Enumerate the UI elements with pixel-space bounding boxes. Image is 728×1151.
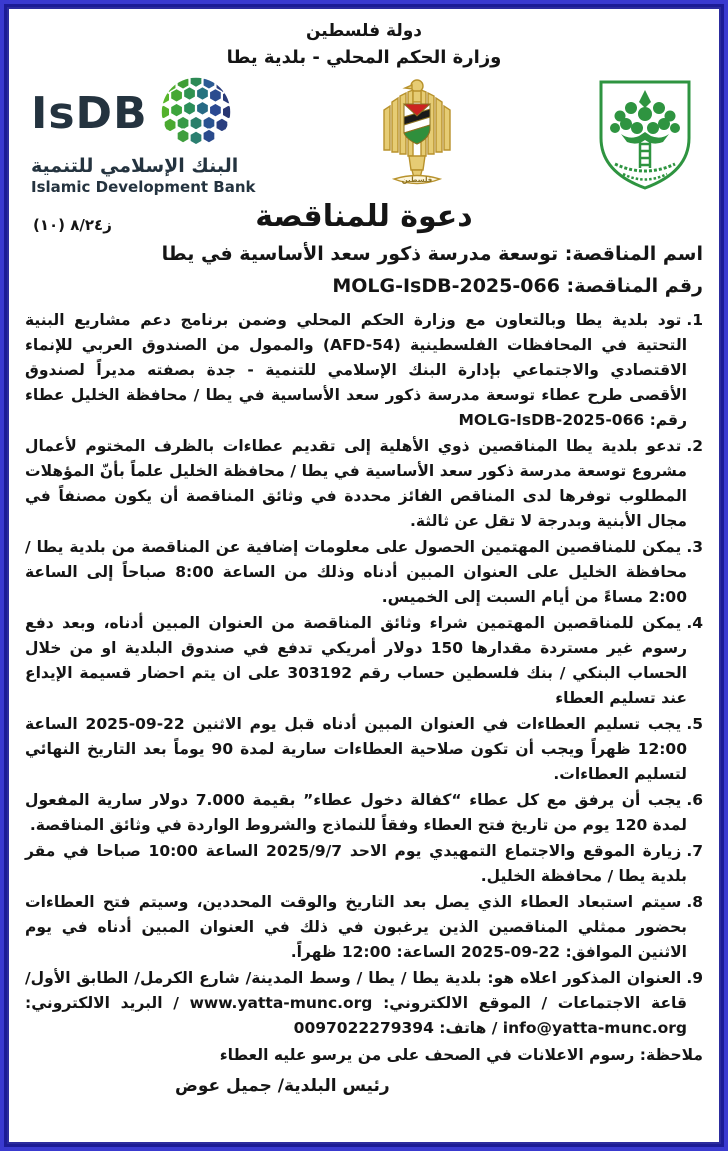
list-item: 7.زيارة الموقع والاجتماع التمهيدي يوم الاحد 2025/9/7 الساعة 10:00 صباحا في مقر بلدية يطا / محافظة الخليل. bbox=[25, 841, 703, 885]
palestine-eagle-emblem-icon bbox=[362, 76, 472, 194]
tender-name-line bbox=[25, 241, 703, 269]
notice-content bbox=[7, 7, 721, 1144]
isdb-acronym: IsDB bbox=[31, 87, 148, 139]
isdb-logo bbox=[31, 75, 256, 196]
list-item: 2.تدعو بلدية يطا المناقصين ذوي الأهلية إلى تقديم عطاءات بالظرف المختوم لأعمال مشروع توسعة مدرسة ذكور سعد الأساسية في يطا / محافظة الخليل علماً بأنّ المؤهلات المطلوب توفرها لدى المناقص الفائز محددة في وثائق المناقصة أن يكون مصنفاً في مجال الأبنية وبدرجة لا تقل عن ثالثة. bbox=[25, 436, 703, 530]
emblem-banner-text: فلسطين bbox=[401, 176, 432, 184]
tender-name-label: اسم المناقصة: bbox=[564, 242, 703, 265]
ministry-name: وزارة الحكم المحلي - بلدية يطا bbox=[226, 47, 502, 68]
list-item: 6.يجب أن يرفق مع كل عطاء “كفالة دخول عطاء” بقيمة 7.000 دولار سارية المفعول لمدة 120 يوم من تاريخ فتح العطاء وفقاً للنماذج والشروط الواردة في وثائق المناقصة. bbox=[25, 790, 704, 834]
tender-number-label: رقم المناقصة: bbox=[566, 275, 703, 298]
tender-number-value: MOLG-IsDB-2025-066 bbox=[332, 275, 560, 298]
notice-title: دعوة للمناقصة bbox=[255, 199, 473, 234]
fees-note: ملاحظة: رسوم الاعلانات في الصحف على من يرسو عليه العطاء bbox=[219, 1045, 703, 1064]
yatta-municipality-emblem-icon bbox=[577, 76, 697, 194]
tender-name-value: توسعة مدرسة ذكور سعد الأساسية في يطا bbox=[161, 242, 559, 265]
logo-row bbox=[25, 74, 703, 196]
list-item: 1.تود بلدية يطا وبالتعاون مع وزارة الحكم المحلي وضمن برنامج دعم مشاريع البنية التحتية في المحافظات الفلسطينية (AFD-54) والممول من الصندوق العربي للإنماء الاقتصادي والاجتماعي بإدارة البنك الإسلامي للتنمية - جدة بصفته مديراً لصندوق الأقصى طرح عطاء توسعة مدرسة ذكور سعد الأساسية في يطا / محافظة الخليل عطاء رقم: MOLG-IsDB-2025-066 bbox=[25, 310, 703, 429]
isdb-globe-icon bbox=[154, 75, 238, 153]
isdb-arabic-name: البنك الإسلامي للتنمية bbox=[31, 154, 239, 177]
mayor-signature: رئيس البلدية/ جميل عوض bbox=[175, 1075, 390, 1096]
isdb-english-name: Islamic Development Bank bbox=[31, 177, 256, 196]
state-name: دولة فلسطين bbox=[305, 21, 423, 41]
list-item: 8.سيتم استبعاد العطاء الذي يصل بعد التاريخ والوقت المحددين، وسيتم فتح العطاءات بحضور ممثلي المناقصين الذين يرغبون في ذلك في العنوان المبين أدناه في يوم الاثنين الموافق: 22-09-2025 الساعة: 12:00 ظهراً. bbox=[25, 892, 703, 961]
list-item: 9.العنوان المذكور اعلاه هو: بلدية يطا / يطا / وسط المدينة/ شارع الكرمل/ الطابق الأول/ قاعة الاجتماعات / الموقع الالكتروني: www.yatta-munc.org / البريد الالكتروني: info@yatta-munc.org / هاتف: 0097022279394 bbox=[25, 968, 703, 1037]
tender-conditions-list bbox=[25, 308, 703, 1041]
list-item: 5.يجب تسليم العطاءات في العنوان المبين أدناه قبل يوم الاثنين 22-09-2025 الساعة 12:00 ظهراً ويجب أن تكون صلاحية العطاءات سارية لمدة 90 يوماً بعد التاريخ النهائي لتسليم العطاءات. bbox=[25, 714, 703, 783]
list-item: 3.يمكن للمناقصين المهتمين الحصول على معلومات إضافية عن المناقصة من بلدية يطا / محافظة الخليل على العنوان المبين أدناه وذلك من الساعة 8:00 صباحاً إلى الساعة 2:00 مساءً من أيام السبت إلى الخميس. bbox=[25, 537, 703, 606]
list-item: 4.يمكن للمناقصين المهتمين شراء وثائق المناقصة من العنوان المبين أدناه، وبعد دفع رسوم غير مستردة مقدارها 150 دولار أمريكي تدفع في صندوق البلدية او من خلال الحساب البنكي / بنك فلسطين حساب رقم 303192 على ان يتم احضار قسيمة الإيداع عند تسليم العطاء bbox=[25, 613, 703, 707]
tender-number-line bbox=[25, 273, 703, 301]
reference-number: ز٨/٢٤ (١٠) bbox=[33, 215, 112, 234]
